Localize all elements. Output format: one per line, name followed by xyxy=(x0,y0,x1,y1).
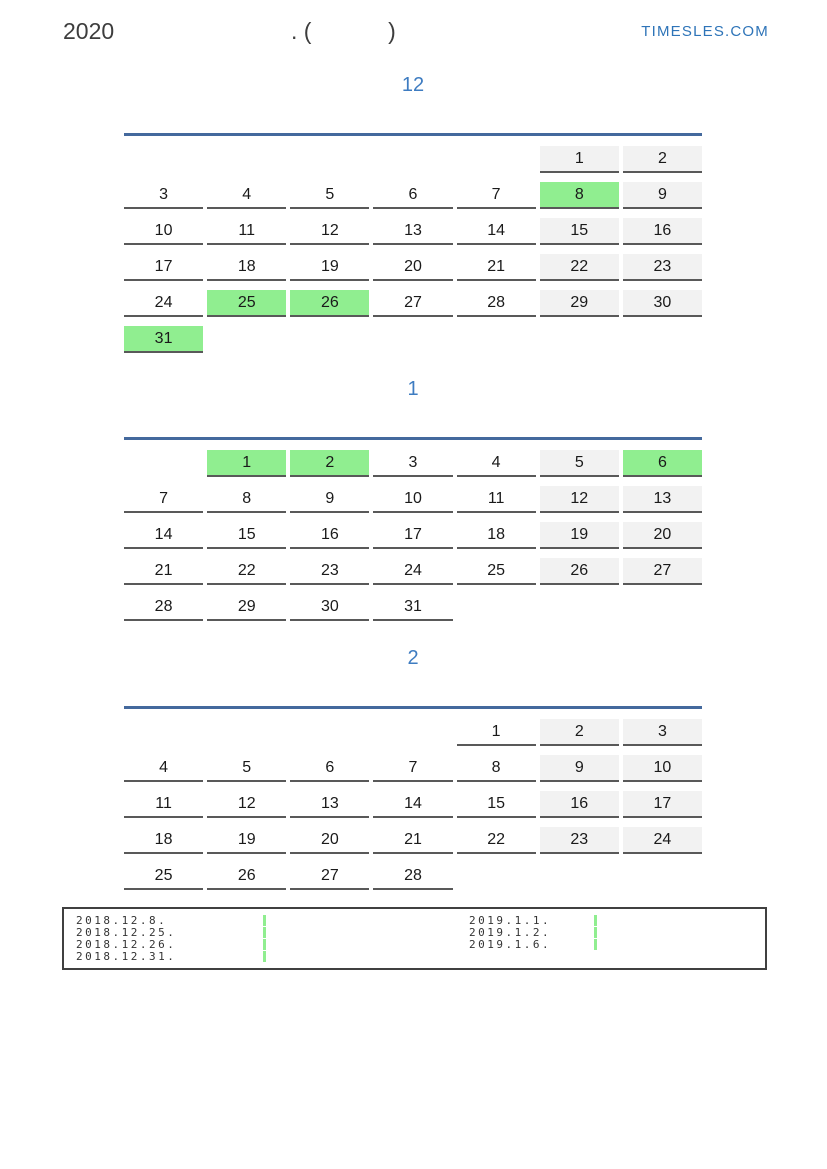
day-cell: 4 xyxy=(207,182,286,209)
day-cell: 2 xyxy=(540,719,619,746)
legend-date: 2019.1.6. xyxy=(469,937,552,951)
day-cell: 23 xyxy=(623,254,702,281)
empty-cell xyxy=(290,326,369,353)
day-cell: 21 xyxy=(457,254,536,281)
legend-date: 2018.12.26. xyxy=(76,937,177,951)
empty-cell xyxy=(207,719,286,746)
legend-entry xyxy=(76,938,266,950)
day-cell: 7 xyxy=(373,755,452,782)
day-cell: 4 xyxy=(124,755,203,782)
day-cell: 22 xyxy=(540,254,619,281)
day-cell: 18 xyxy=(207,254,286,281)
day-cell: 15 xyxy=(457,791,536,818)
day-cell: 31 xyxy=(124,326,203,353)
legend-color-bar xyxy=(594,927,597,938)
day-cell: 27 xyxy=(623,558,702,585)
day-cell: 24 xyxy=(623,827,702,854)
empty-cell xyxy=(457,863,536,890)
empty-cell xyxy=(540,863,619,890)
empty-cell xyxy=(290,719,369,746)
empty-cell xyxy=(457,594,536,621)
day-cell: 30 xyxy=(623,290,702,317)
day-cell: 14 xyxy=(457,218,536,245)
legend-date: 2018.12.31. xyxy=(76,949,177,963)
day-cell: 28 xyxy=(124,594,203,621)
legend-date: 2018.12.25. xyxy=(76,925,177,939)
day-cell: 11 xyxy=(207,218,286,245)
month-grid xyxy=(124,706,702,890)
empty-cell xyxy=(373,326,452,353)
empty-cell xyxy=(623,594,702,621)
day-cell: 16 xyxy=(290,522,369,549)
empty-cell xyxy=(540,594,619,621)
month-title: 12 xyxy=(401,74,425,96)
day-cell: 6 xyxy=(290,755,369,782)
day-cell: 3 xyxy=(623,719,702,746)
legend-entry xyxy=(76,914,266,926)
month-title: 1 xyxy=(407,378,419,400)
day-cell: 5 xyxy=(290,182,369,209)
day-cell: 13 xyxy=(373,218,452,245)
day-cell: 18 xyxy=(457,522,536,549)
day-cell: 3 xyxy=(124,182,203,209)
legend-box xyxy=(62,907,767,970)
day-cell: 28 xyxy=(457,290,536,317)
day-cell: 5 xyxy=(540,450,619,477)
day-cell: 4 xyxy=(457,450,536,477)
day-cell: 29 xyxy=(207,594,286,621)
day-cell: 15 xyxy=(207,522,286,549)
page-subtitle: . ( ) xyxy=(291,18,396,44)
day-cell: 21 xyxy=(373,827,452,854)
day-cell: 10 xyxy=(124,218,203,245)
day-cell: 6 xyxy=(373,182,452,209)
day-cell: 20 xyxy=(373,254,452,281)
day-cell: 9 xyxy=(290,486,369,513)
day-cell: 6 xyxy=(623,450,702,477)
legend-entry xyxy=(469,938,597,950)
day-cell: 17 xyxy=(373,522,452,549)
day-cell: 17 xyxy=(124,254,203,281)
legend-entry xyxy=(76,950,266,962)
legend-column-left xyxy=(76,914,266,962)
day-cell: 1 xyxy=(207,450,286,477)
day-cell: 26 xyxy=(207,863,286,890)
day-cell: 13 xyxy=(290,791,369,818)
day-cell: 10 xyxy=(373,486,452,513)
legend-color-bar xyxy=(263,951,266,962)
month-title: 2 xyxy=(407,647,419,669)
day-cell: 16 xyxy=(623,218,702,245)
day-cell: 25 xyxy=(207,290,286,317)
empty-cell xyxy=(623,326,702,353)
day-cell: 13 xyxy=(623,486,702,513)
legend-column-right xyxy=(469,914,597,950)
month-grid xyxy=(124,437,702,621)
day-cell: 26 xyxy=(290,290,369,317)
day-cell: 8 xyxy=(457,755,536,782)
day-cell: 25 xyxy=(457,558,536,585)
day-cell: 1 xyxy=(457,719,536,746)
day-cell: 9 xyxy=(540,755,619,782)
empty-cell xyxy=(207,146,286,173)
day-cell: 30 xyxy=(290,594,369,621)
legend-entry xyxy=(469,914,597,926)
empty-cell xyxy=(124,146,203,173)
day-cell: 31 xyxy=(373,594,452,621)
day-cell: 27 xyxy=(290,863,369,890)
day-cell: 25 xyxy=(124,863,203,890)
day-cell: 23 xyxy=(540,827,619,854)
legend-date: 2019.1.2. xyxy=(469,925,552,939)
legend-color-bar xyxy=(594,939,597,950)
day-cell: 10 xyxy=(623,755,702,782)
day-cell: 2 xyxy=(623,146,702,173)
day-cell: 27 xyxy=(373,290,452,317)
legend-color-bar xyxy=(594,915,597,926)
calendar-month-1 xyxy=(124,376,702,621)
empty-cell xyxy=(373,146,452,173)
day-cell: 19 xyxy=(540,522,619,549)
day-cell: 11 xyxy=(457,486,536,513)
day-cell: 3 xyxy=(373,450,452,477)
page-year: 2020 xyxy=(63,18,115,44)
day-cell: 12 xyxy=(540,486,619,513)
day-cell: 1 xyxy=(540,146,619,173)
day-cell: 22 xyxy=(207,558,286,585)
day-cell: 8 xyxy=(540,182,619,209)
day-cell: 2 xyxy=(290,450,369,477)
legend-date: 2019.1.1. xyxy=(469,913,552,927)
legend-entry xyxy=(76,926,266,938)
day-cell: 24 xyxy=(373,558,452,585)
day-cell: 5 xyxy=(207,755,286,782)
day-cell: 15 xyxy=(540,218,619,245)
legend-color-bar xyxy=(263,915,266,926)
day-cell: 23 xyxy=(290,558,369,585)
empty-cell xyxy=(373,719,452,746)
day-cell: 7 xyxy=(124,486,203,513)
day-cell: 17 xyxy=(623,791,702,818)
day-cell: 8 xyxy=(207,486,286,513)
day-cell: 26 xyxy=(540,558,619,585)
day-cell: 9 xyxy=(623,182,702,209)
legend-entry xyxy=(469,926,597,938)
day-cell: 7 xyxy=(457,182,536,209)
day-cell: 12 xyxy=(290,218,369,245)
day-cell: 21 xyxy=(124,558,203,585)
empty-cell xyxy=(457,146,536,173)
day-cell: 19 xyxy=(207,827,286,854)
calendar-month-2 xyxy=(124,645,702,890)
calendar-month-12 xyxy=(124,72,702,353)
day-cell: 29 xyxy=(540,290,619,317)
empty-cell xyxy=(124,719,203,746)
day-cell: 12 xyxy=(207,791,286,818)
day-cell: 18 xyxy=(124,827,203,854)
day-cell: 24 xyxy=(124,290,203,317)
day-cell: 20 xyxy=(623,522,702,549)
day-cell: 14 xyxy=(373,791,452,818)
day-cell: 20 xyxy=(290,827,369,854)
month-grid xyxy=(124,133,702,353)
day-cell: 16 xyxy=(540,791,619,818)
empty-cell xyxy=(124,450,203,477)
day-cell: 19 xyxy=(290,254,369,281)
day-cell: 22 xyxy=(457,827,536,854)
legend-color-bar xyxy=(263,927,266,938)
day-cell: 14 xyxy=(124,522,203,549)
empty-cell xyxy=(290,146,369,173)
legend-date: 2018.12.8. xyxy=(76,913,168,927)
empty-cell xyxy=(207,326,286,353)
day-cell: 11 xyxy=(124,791,203,818)
empty-cell xyxy=(623,863,702,890)
day-cell: 28 xyxy=(373,863,452,890)
empty-cell xyxy=(457,326,536,353)
legend-color-bar xyxy=(263,939,266,950)
site-logo-link[interactable]: TIMESLES.COM xyxy=(641,23,769,40)
empty-cell xyxy=(540,326,619,353)
